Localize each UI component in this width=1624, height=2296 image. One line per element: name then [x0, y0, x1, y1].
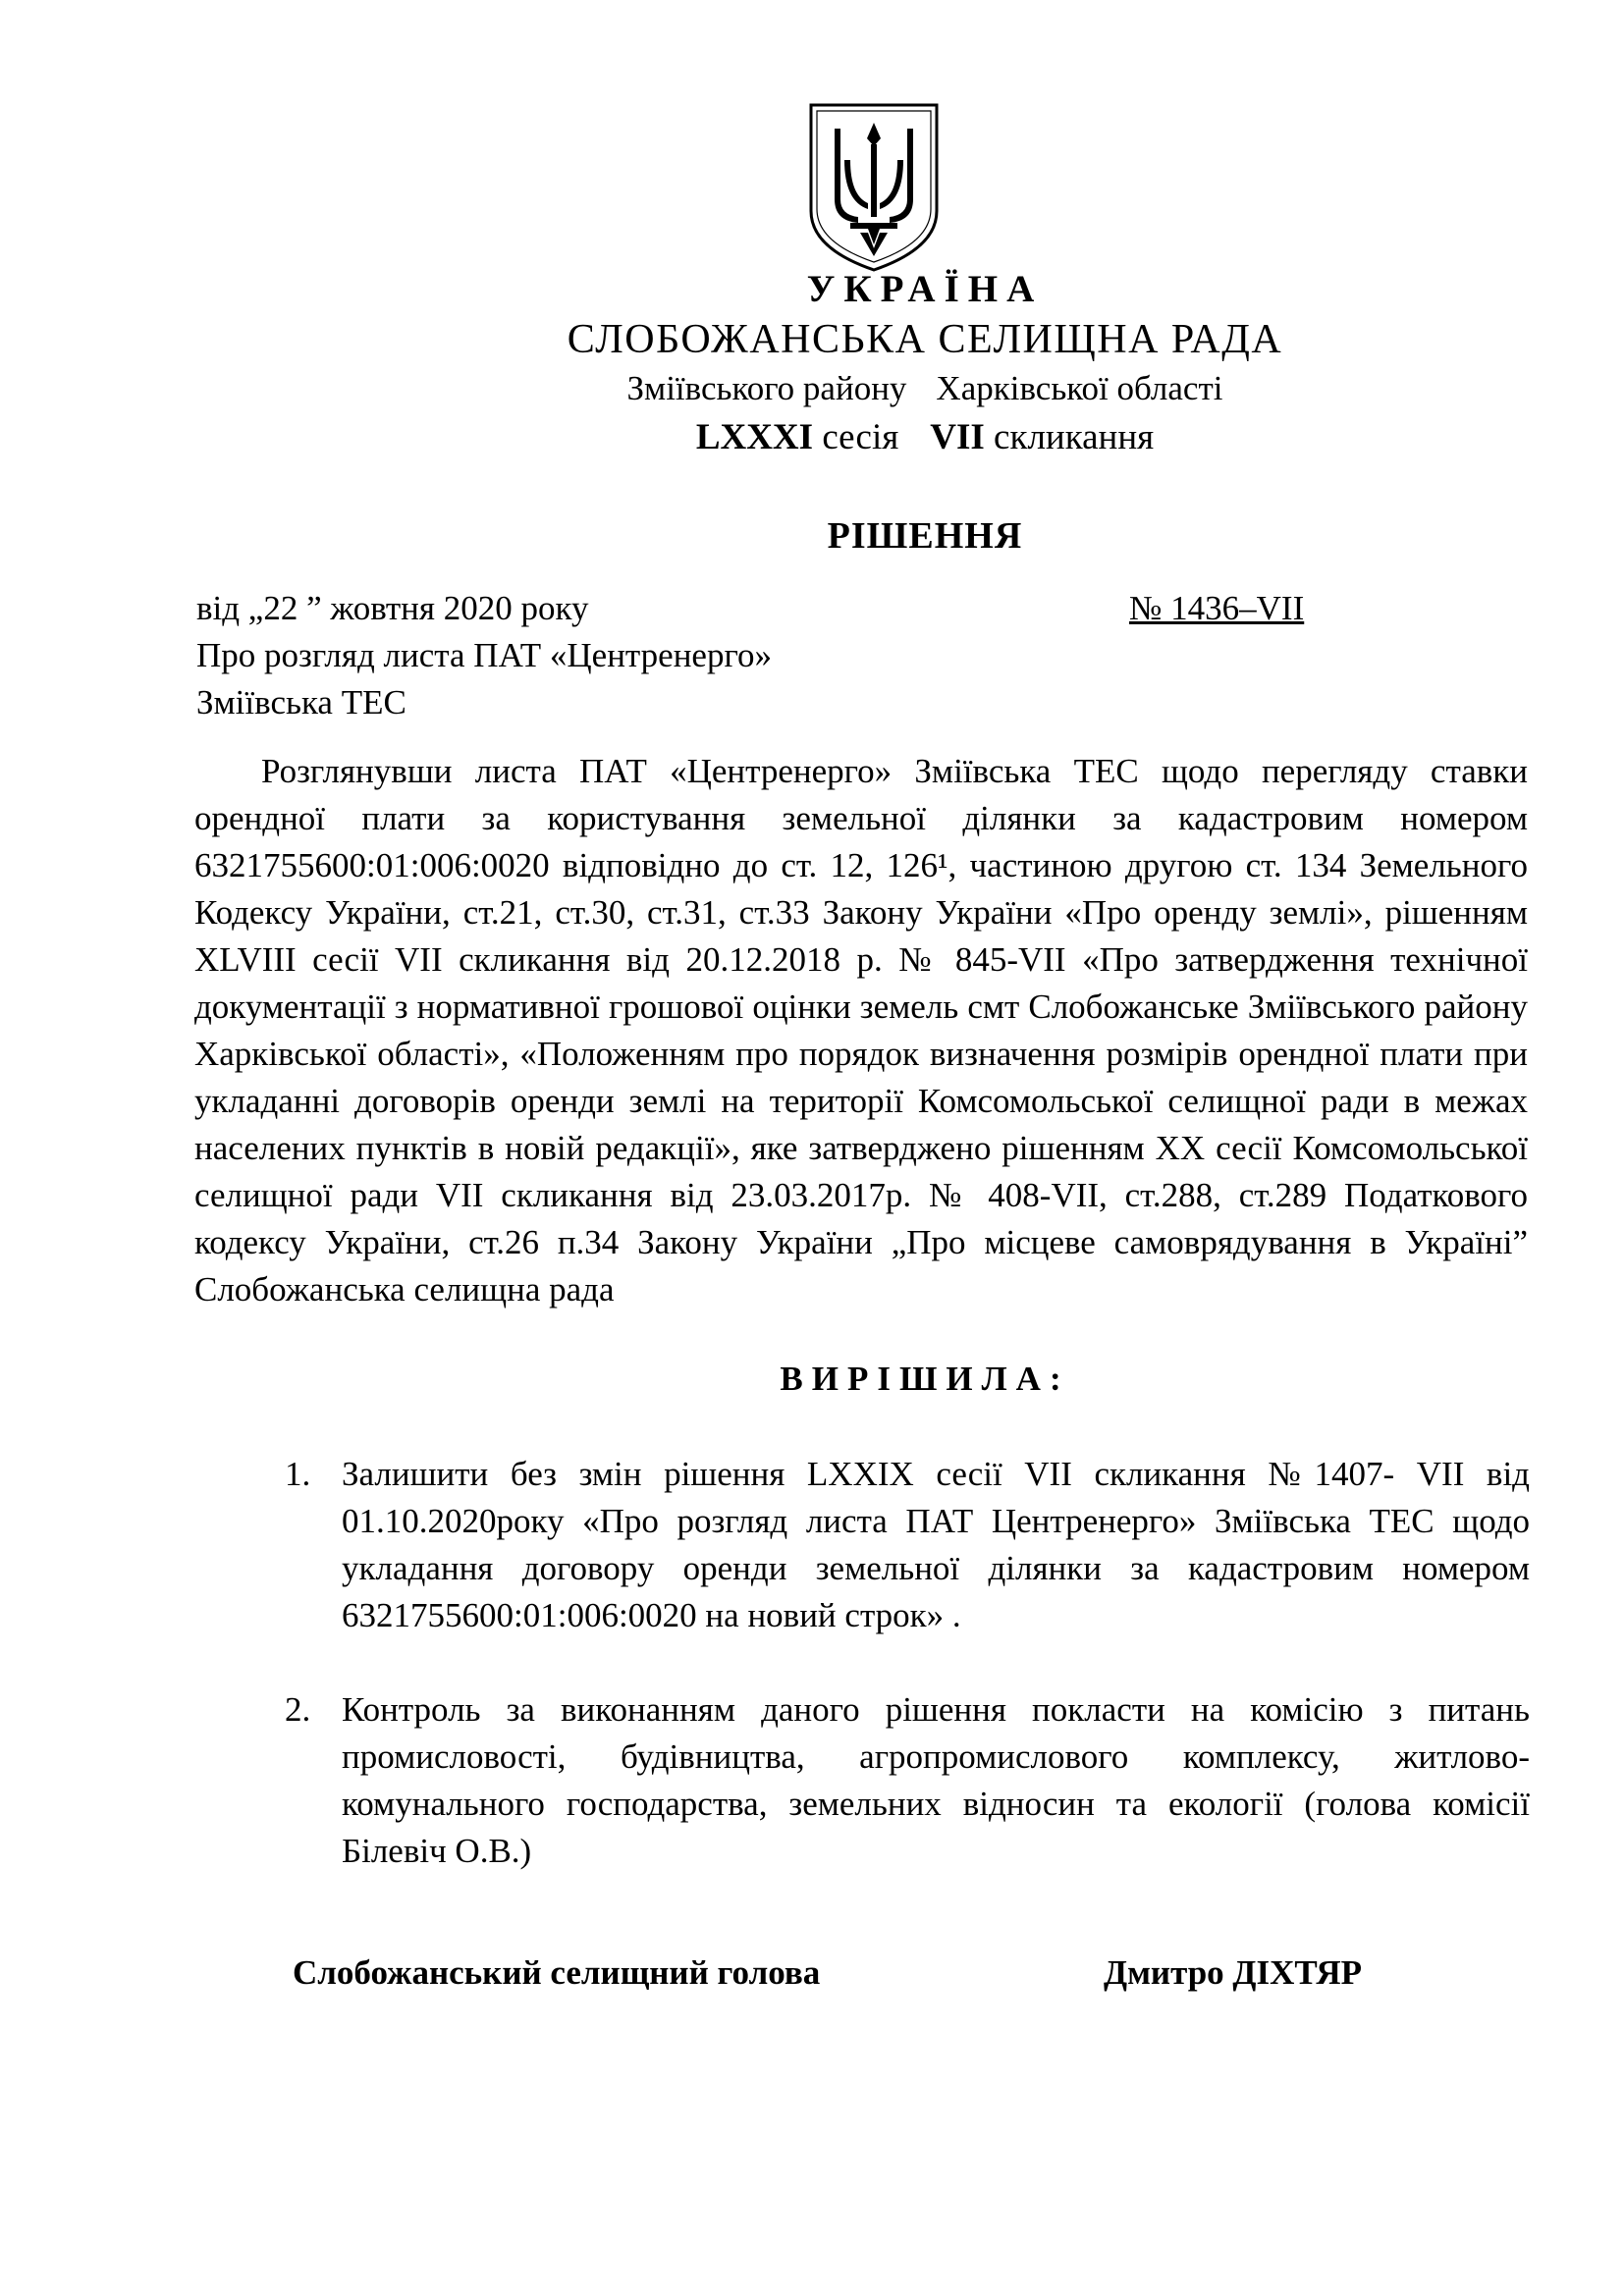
preamble-paragraph: Розглянувши листа ПАТ «Центренерго» Зміївська ТЕС щодо перегляду ставки орендної плати за користування земельної ділянки за кадастровим номером 6321755600:01:006:0020 відповідно до ст. 12, 126¹, частиною другою ст. 134 Земельного Кодексу України, ст.21, ст.30, ст.31, ст.33 Закону України «Про оренду землі», рішенням XLVIII сесії VII скликання від 20.12.2018 р. № 845-VII «Про затвердження технічної документації з нормативної грошової оцінки земель смт Слобожанське Зміївського району Харківської області», «Положенням про порядок визначення розмірів орендної плати при укладанні договорів оренди землі на території Комсомольської селищної ради в межах населених пунктів в новій редакції», яке затверджено рішенням XX сесії Комсомольської селищної ради VII скликання від 23.03.2017р. № 408-VII, ст.288, ст.289 Податкового кодексу України, ст.26 п.34 Закону України „Про місцеве самоврядування в Україні” Слобожанська селищна рада [194, 752, 1528, 1308]
resolved-heading: ВИРІШИЛА: [780, 1360, 1070, 1398]
decision-date: від „22 ” жовтня 2020 року [196, 589, 589, 627]
signatory-name: Дмитро ДІХТЯР [1104, 1953, 1363, 1992]
district-region-line [0, 369, 1624, 408]
session-line [0, 416, 1624, 458]
resolution-items [285, 1451, 1530, 1875]
convocation-word: скликання [994, 417, 1155, 457]
ukraine-trident-coat-of-arms-icon [807, 101, 941, 274]
region-name: Харківської області [936, 369, 1223, 407]
country-title: УКРАЇНА [806, 268, 1044, 310]
session-word: сесія [822, 417, 899, 457]
decision-subject-line-1: Про розгляд листа ПАТ «Центренерго» [196, 636, 772, 674]
resolution-item [285, 1451, 1530, 1639]
resolution-item-number: 2. [285, 1690, 311, 1729]
resolution-item-text: Контроль за виконанням даного рішення покласти на комісію з питань промисловості, будівництва, агропромислового комплексу, житлово-комунального господарства, земельних відносин та екології (голова комісії Білевіч О.В.) [342, 1690, 1530, 1870]
convocation-number: VII [930, 417, 985, 457]
decision-title: РІШЕННЯ [827, 515, 1023, 557]
decision-number: № 1436–VII [1129, 589, 1305, 627]
resolution-item-text: Залишити без змін рішення LXXIX сесії VII скликання №1407- VII від 01.10.2020року «Про розгляд листа ПАТ Центренерго» Зміївська ТЕС щодо укладання договору оренди земельної ділянки за кадастровим номером 6321755600:01:006:0020 на новий строк» . [342, 1455, 1530, 1634]
resolution-item [285, 1686, 1530, 1875]
resolution-item-number: 1. [285, 1455, 311, 1493]
signatory-position: Слобожанський селищний голова [293, 1953, 821, 1992]
council-name: СЛОБОЖАНСЬКА СЕЛИЩНА РАДА [567, 317, 1283, 362]
session-number: LXXXI [695, 417, 814, 457]
district-name: Зміївського району [626, 369, 907, 407]
decision-subject-line-2: Зміївська ТЕС [196, 683, 406, 721]
